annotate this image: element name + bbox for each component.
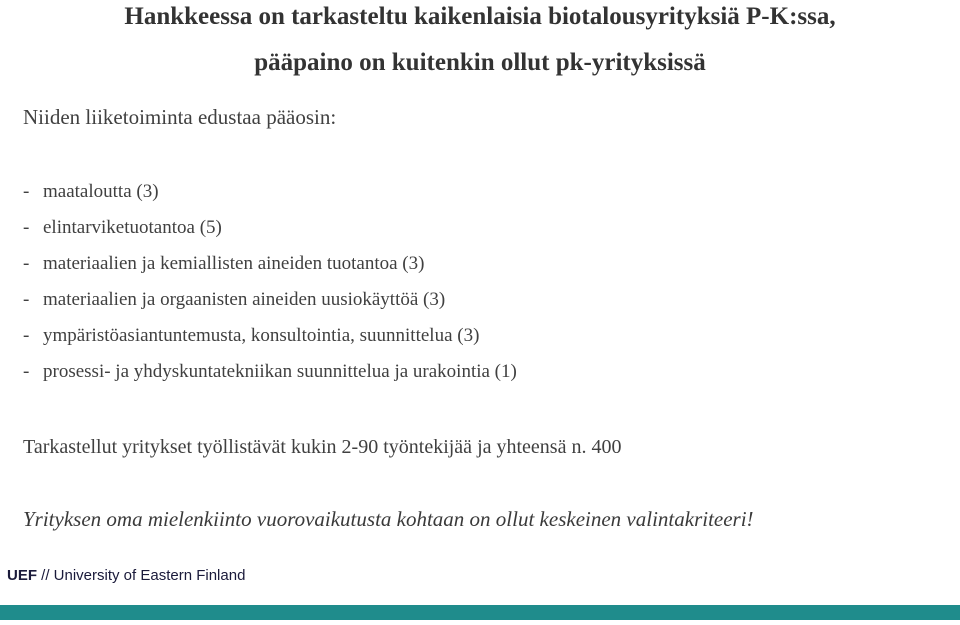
list-item-text: elintarviketuotantoa (5) <box>43 217 222 238</box>
footer-brand: UEF <box>7 567 37 584</box>
list-item-text: ympäristöasiantuntemusta, konsultointia, suunnittelua (3) <box>43 325 480 346</box>
bullet-dash: - <box>23 325 30 346</box>
list-item <box>23 360 517 396</box>
list-item-text: maataloutta (3) <box>43 181 159 202</box>
list-item-text: materiaalien ja kemiallisten aineiden tuotantoa (3) <box>43 253 425 274</box>
slide-title-line-2: pääpaino on kuitenkin ollut pk-yrityksissä <box>254 49 706 76</box>
footer-university: // University of Eastern Finland <box>37 567 246 584</box>
bullet-dash: - <box>23 217 30 238</box>
bullet-dash: - <box>23 253 30 274</box>
list-item <box>23 324 517 360</box>
bottom-bar <box>0 605 960 620</box>
list-item <box>23 288 517 324</box>
bullet-dash: - <box>23 361 30 382</box>
list-item-text: materiaalien ja orgaanisten aineiden uusiokäyttöä (3) <box>43 289 446 310</box>
slide-title-line-1: Hankkeessa on tarkasteltu kaikenlaisia biotalousyrityksiä P-K:ssa, <box>124 3 836 30</box>
business-list <box>23 180 517 396</box>
bullet-dash: - <box>23 289 30 310</box>
emphasis-text: Yrityksen oma mielenkiinto vuorovaikutusta kohtaan on ollut keskeinen valintakriteeri! <box>23 507 754 531</box>
list-item <box>23 180 517 216</box>
footer <box>7 566 245 586</box>
summary-text: Tarkastellut yritykset työllistävät kukin 2-90 työntekijää ja yhteensä n. 400 <box>23 436 622 458</box>
list-item <box>23 216 517 252</box>
intro-text: Niiden liiketoiminta edustaa pääosin: <box>23 105 337 129</box>
list-item-text: prosessi- ja yhdyskuntatekniikan suunnittelua ja urakointia (1) <box>43 361 517 382</box>
list-item <box>23 252 517 288</box>
bullet-dash: - <box>23 181 30 202</box>
